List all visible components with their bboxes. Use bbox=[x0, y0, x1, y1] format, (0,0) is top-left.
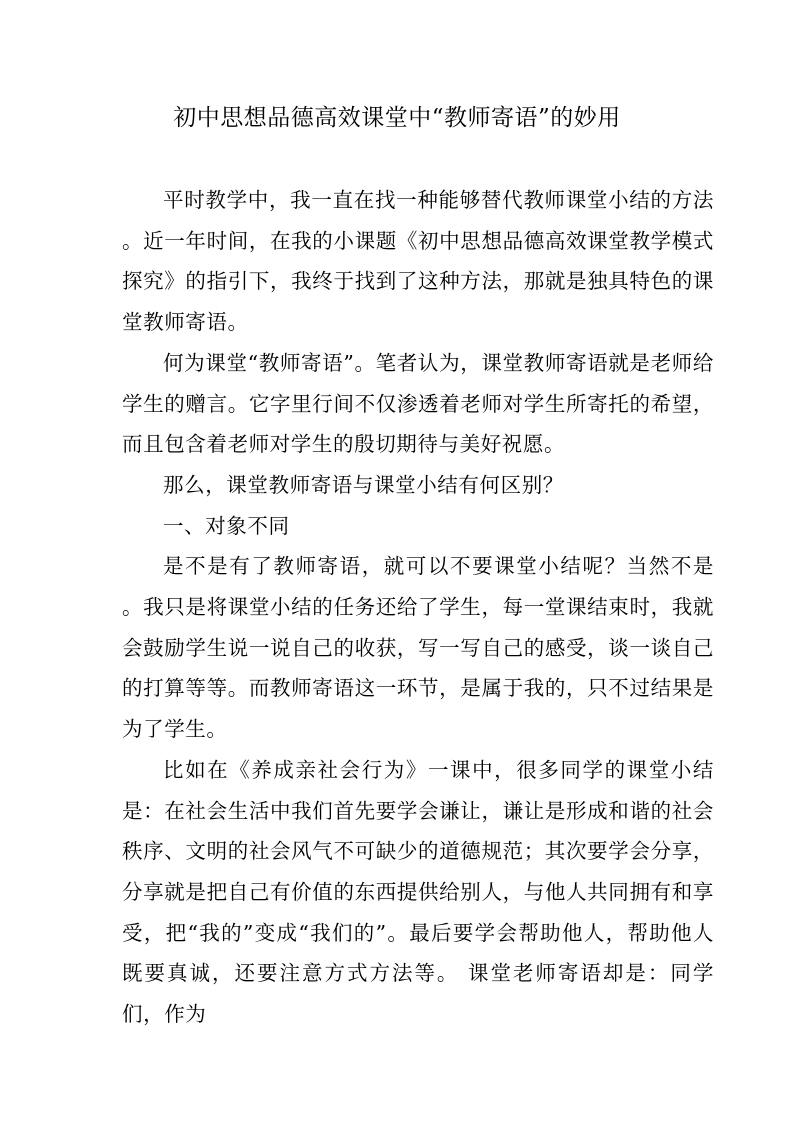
document-title: 初中思想品德高效课堂中“教师寄语”的妙用 bbox=[173, 105, 621, 131]
paragraph-definition: 何为课堂“教师寄语”。笔者认为，课堂教师寄语就是老师给学生的赠言。它字里行间不仅渗透着老师对学生所寄托的希望，而且包含着老师对学生的殷切期待与美好祝愿。 bbox=[122, 350, 714, 457]
paragraph-intro: 平时教学中，我一直在找一种能够替代教师课堂小结的方法 。近一年时间，在我的小课题《初中思想品德高效课堂教学模式探究》的指引下，我终于找到了这种方法，那就是独具特色的课堂教师寄语。 bbox=[122, 188, 714, 335]
paragraph-question: 那么，课堂教师寄语与课堂小结有何区别？ bbox=[163, 472, 564, 497]
paragraph-difference: 是不是有了教师寄语，就可以不要课堂小结呢？当然不是 。我只是将课堂小结的任务还给了学生，每一堂课结束时，我就会鼓励学生说一说自己的收获，写一写自己的感受，谈一谈自己的打算等等。而教师寄语这一环节，是属于我的，只不过结果是为了学生。 bbox=[122, 554, 714, 742]
paragraph-example: 比如在《养成亲社会行为》一课中，很多同学的课堂小结是：在社会生活中我们首先要学会谦让，谦让是形成和谐的社会秩序、文明的社会风气不可缺少的道德规范；其次要学会分享，分享就是把自己有价值的东西提供给别人，与他人共同拥有和享受，把“我的”变成“我们的”。最后要学会帮助他人，帮助他人既要真诚，还要注意方式方法等。 课堂老师寄语却是：同学们，作为 bbox=[122, 757, 714, 1027]
section-heading: 一、对象不同 bbox=[163, 513, 290, 538]
document-body bbox=[122, 180, 714, 1035]
